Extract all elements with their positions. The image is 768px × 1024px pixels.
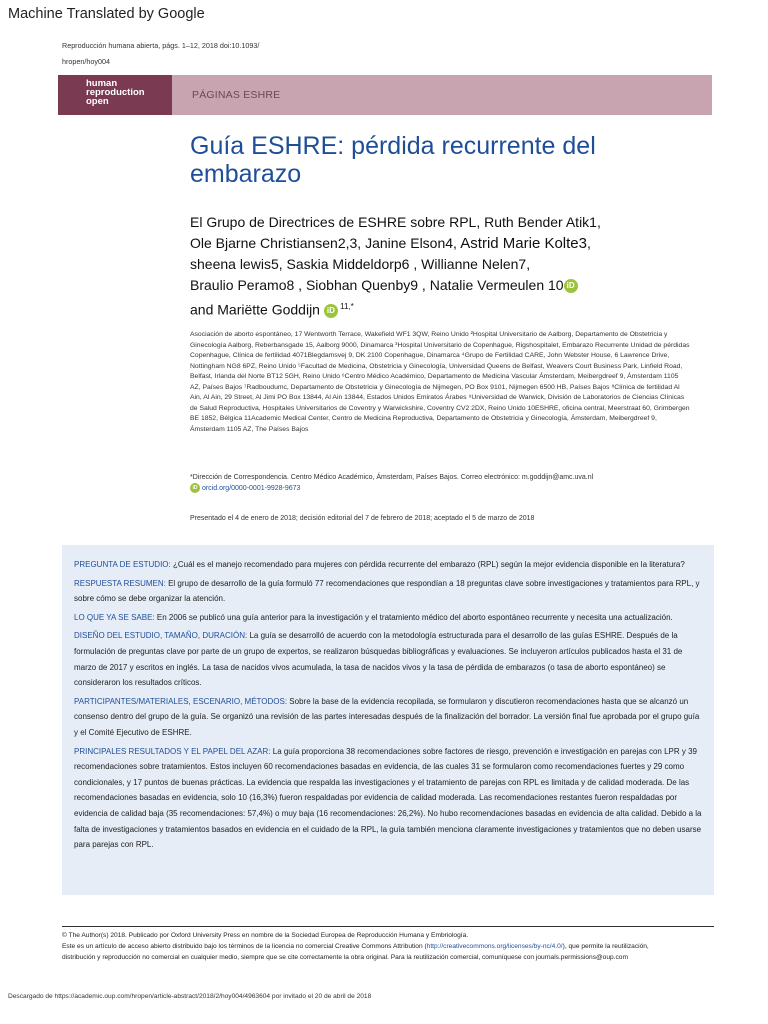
author-text: Astrid Marie Kolte3 bbox=[456, 235, 587, 252]
author-line: El Grupo de Directrices de ESHRE sobre RPL, Ruth Bender Atik1, bbox=[190, 214, 601, 230]
citation-line: Reproducción humana abierta, págs. 1–12, 2018 doi:10.1093/ bbox=[62, 41, 260, 50]
author-text: sheena lewis5 bbox=[190, 256, 279, 272]
author-list bbox=[190, 212, 650, 321]
author-text: Siobhan Quenby9 bbox=[302, 277, 419, 293]
orcid-icon[interactable]: iD bbox=[564, 279, 578, 293]
author-superscript: 11,* bbox=[337, 302, 354, 311]
abstract-label: RESPUESTA RESUMEN: bbox=[74, 578, 166, 588]
abstract-label: PREGUNTA DE ESTUDIO: bbox=[74, 560, 171, 569]
license-link[interactable]: http://creativecommons.org/licenses/by-nc/4.0/ bbox=[426, 943, 563, 950]
abstract-paragraph bbox=[74, 576, 702, 607]
correspondence-text: *Dirección de Correspondencia. Centro Médico Académico, Ámsterdam, Países Bajos. Correo electrónico: m.goddijn@amc.uva.nl bbox=[190, 474, 594, 481]
author-text: Saskia Middeldorp6 bbox=[282, 256, 410, 272]
affiliations: Asociación de aborto espontáneo, 17 Wentworth Terrace, Wakefield WF1 3QW, Reino Unido ²Hospital Universitario de Aalborg, Departamento de Obstetricia y Ginecología Aalborg, Reberbansgade 15, Aalborg 9000, Dinamarca ³Hospital Universitario de Copenhague, Rigshospitalet, Embarazo Recurrente Unidad de pérdidas Copenhague, Clínica de fertilidad 4071Blegdamsvej 9, DK 2100 Copenhague, Dinamarca ⁴Grupo de Fertilidad CARE, John Webster House, 6 Lawrence Drive, Nottingham NG8 6PZ, Reino Unido ⁵Facultad de Medicina, Obstetricia y Ginecología, Universidad Queens de Belfast, Weavers Court Business Park, Linfield Road, Belfast, Irlanda del Norte BT12 5GH, Reino Unido ⁶Centro Médico Académico, Departamento de Medicina Vascular Ámsterdam, Meibergdreef 9, Ámsterdam 1105 AZ, Países Bajos ⁷Radboudumc, Departamento de Obstetricia y Ginecología de Nijmegen, PO Box 9101, Nijmegen 6500 HB, Países Bajos ⁸Clínica de fertilidad Al Ain, Al Ain, 29 Street, Al Jimi PO Box 13844, Al Ain 13844, Estados Unidos Emiratos Árabes ⁹Universidad de Warwick, División de Laboratorios de Ciencias Clínicas de Salud Reproductiva, Hospitales Universitarios de Coventry y Warwickshire, Coventry CV2 2DX, Reino Unido 10ESHRE, oficina central, Meerstraat 60, Grimbergen BE 1852, Bélgica 11Academic Medical Center, Centro de Medicina Reproductiva, Departamento de Obstetricia y Ginecología, Ámsterdam, Meibergdreef 9, Ámsterdam 1105 AZ, The Países Bajos bbox=[190, 331, 690, 433]
abstract-text: Sobre la base de la evidencia recopilada, se formularon y discutieron recomendaciones hasta que se alcanzó un consenso dentro del grupo de la guía. Se organizó una revisión de las partes interesadas después de la finalización del borrador. La versión final fue aprobada por el grupo guía y el Comité Ejecutivo de ESHRE. bbox=[74, 696, 700, 737]
copyright-text: ), que permite la reutilización, bbox=[562, 943, 649, 950]
correspondence bbox=[190, 472, 690, 494]
abstract-paragraph bbox=[74, 744, 702, 853]
machine-translated-label: Machine Translated by Google bbox=[8, 6, 205, 22]
abstract-text: La guía se desarrolló de acuerdo con la metodología estructurada para el desarrollo de las guías ESHRE. Después de la formulación de preguntas clave por parte de un grupo de expertos, se realizaron búsquedas bibliográficas y evaluaciones. Se incluyeron artículos publicados hasta el 31 de marzo de 2017 y escritos en inglés. La tasa de nacidos vivos acumulada, la tasa de nacidos vivos y la tasa de pérdida de embarazos (o tasa de aborto espontáneo) se consideraron los resultados críticos. bbox=[74, 631, 683, 688]
abstract-label: PARTICIPANTES/MATERIALES, ESCENARIO, MÉTODOS: bbox=[74, 696, 288, 706]
author-line bbox=[190, 296, 650, 321]
article-title: Guía ESHRE: pérdida recurrente del embarazo bbox=[190, 132, 596, 188]
journal-logo bbox=[58, 75, 172, 115]
section-label: PÁGINAS ESHRE bbox=[192, 89, 281, 101]
author-text: Braulio Peramo8 bbox=[190, 277, 295, 293]
citation-line-doi: hropen/hoy004 bbox=[62, 57, 110, 66]
abstract-label: PRINCIPALES RESULTADOS Y EL PAPEL DEL AZAR: bbox=[74, 746, 271, 756]
logo-line: open bbox=[86, 96, 109, 107]
copyright-line: distribución y reproducción no comercial en cualquier medio, siempre que se cite correctamente la obra original. Para la reutilización comercial, comuníquese con journals.permissions@oup.com bbox=[62, 954, 628, 961]
abstract-label: DISEÑO DEL ESTUDIO, TAMAÑO, DURACIÓN: bbox=[74, 631, 248, 641]
author-line: Ole Bjarne Christiansen2,3, Janine Elson4, Astrid Marie Kolte3, bbox=[190, 235, 591, 252]
logo-line: human bbox=[86, 78, 118, 89]
abstract-text: El grupo de desarrollo de la guía formuló 77 recomendaciones que respondían a 18 preguntas clave sobre investigaciones y tratamientos para RPL, y sobre cómo se debe organizar la atención. bbox=[74, 578, 700, 604]
copyright-line: © The Author(s) 2018. Publicado por Oxford University Press en nombre de la Sociedad Europea de Reproducción Humana y Embriología. bbox=[62, 932, 469, 939]
logo-line: reproduction bbox=[86, 87, 145, 98]
author-line: Braulio Peramo8 , Siobhan Quenby9 , Natalie Vermeulen 10 iD bbox=[190, 275, 650, 296]
orcid-icon: iD bbox=[190, 483, 200, 493]
abstract-paragraph bbox=[74, 557, 702, 573]
orcid-link[interactable]: orcid.org/0000-0001-9928-9673 bbox=[201, 485, 301, 492]
abstract-paragraph bbox=[74, 694, 702, 741]
copyright-text: Este es un artículo de acceso abierto distribuido bajo los términos de la licencia no comercial Creative Commons Attribution ( bbox=[62, 943, 427, 950]
submission-dates: Presentado el 4 de enero de 2018; decisión editorial del 7 de febrero de 2018; aceptado el 5 de marzo de 2018 bbox=[190, 515, 535, 522]
abstract-text: ¿Cuál es el manejo recomendado para mujeres con pérdida recurrente del embarazo (RPL) según la mejor evidencia disponible en la literatura? bbox=[170, 560, 685, 569]
author-text: and Mariëtte Goddijn bbox=[190, 301, 320, 318]
copyright-line bbox=[62, 941, 722, 952]
author-text: Ole Bjarne Christiansen2,3, Janine Elson4, bbox=[190, 235, 457, 251]
abstract-box bbox=[62, 545, 714, 895]
abstract-text: En 2006 se publicó una guía anterior para la investigación y el tratamiento médico del aborto espontáneo recurrente y necesita una actualización. bbox=[154, 612, 673, 622]
orcid-icon[interactable]: iD bbox=[324, 304, 338, 318]
abstract-text: La guía proporciona 38 recomendaciones sobre factores de riesgo, prevención e investigación en parejas con LPR y 39 recomendaciones sobre tratamientos. Estos incluyen 60 recomendaciones basadas en evidencia, de las cuales 31 se formularon como recomendaciones fuertes y 29 como condicionales, y 17 puntos de buenas prácticas. La evidencia que respalda las investigaciones y el tratamiento de parejas con RPL es limitada y de calidad moderada. De las recomendaciones basadas en evidencia, solo 10 (16,3%) fueron respaldadas por evidencia de calidad moderada. Las recomendaciones restantes fueron respaldadas por evidencia de calidad baja (35 recomendaciones: 57,4%) o muy baja (16 recomendaciones: 26,2%). No hubo recomendaciones basadas en evidencia de alta calidad. Debido a la falta de investigaciones y tratamientos basados en evidencia en el cuidado de la RPL, la guía también menciona claramente investigaciones y tratamientos que no deben usarse para parejas con RPL. bbox=[74, 746, 702, 850]
abstract-label: LO QUE YA SE SABE: bbox=[74, 612, 155, 622]
abstract-paragraph bbox=[74, 628, 702, 690]
author-line: sheena lewis5, Saskia Middeldorp6 , Willianne Nelen7, bbox=[190, 256, 531, 272]
author-text: Natalie Vermeulen 10 bbox=[425, 277, 564, 293]
footer-divider bbox=[62, 926, 714, 927]
copyright-notice bbox=[62, 930, 722, 963]
author-text: Willianne Nelen7 bbox=[417, 256, 527, 272]
abstract-paragraph bbox=[74, 610, 702, 626]
download-note: Descargado de https://academic.oup.com/hropen/article-abstract/2018/2/hoy004/4963604 por invitado el 20 de abril de 2018 bbox=[8, 993, 372, 1000]
